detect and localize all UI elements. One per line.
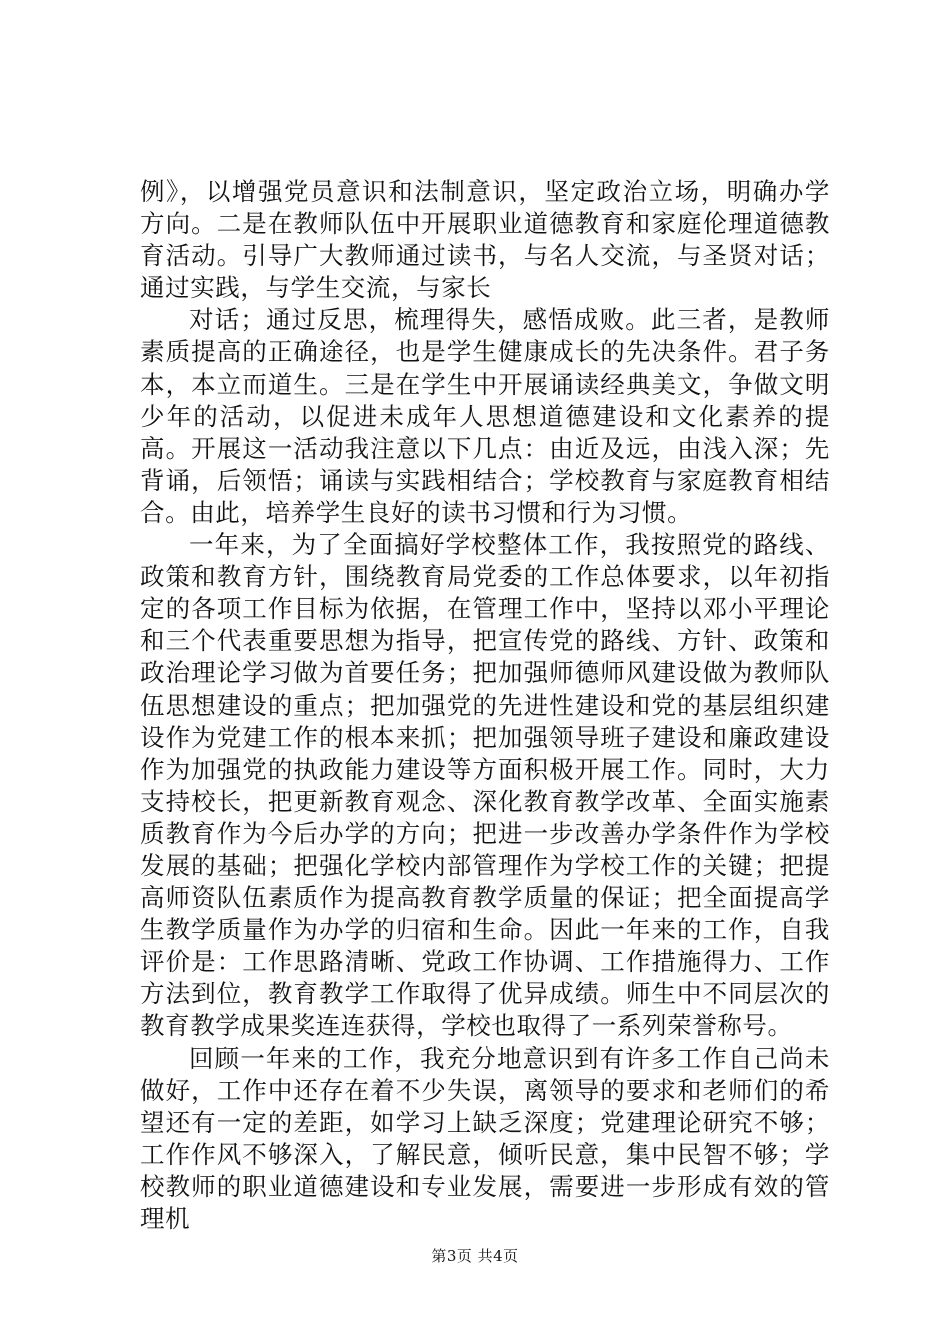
paragraph: 一年来，为了全面搞好学校整体工作，我按照党的路线、政策和教育方针，围绕教育局党委的工作总体要求，以年初指定的各项工作目标为依据，在管理工作中，坚持以邓小平理论和三个代表重要思想为指导，把宣传党的路线、方针、政策和政治理论学习做为首要任务；把加强师德师风建设做为教师队伍思想建设的重点；把加强党的先进性建设和党的基层组织建设作为党建工作的根本来抓；把加强领导班子建设和廉政建设作为加强党的执政能力建设等方面积极开展工作。同时，大力支持校长，把更新教育观念、深化教育教学改革、全面实施素质教育作为今后办学的方向；把进一步改善办学条件作为学校发展的基础；把强化学校内部管理作为学校工作的关键；把提高师资队伍素质作为提高教育教学质量的保证；把全面提高学生教学质量作为办学的归宿和生命。因此一年来的工作，自我评价是：工作思路清晰、党政工作协调、工作措施得力、工作方法到位，教育教学工作取得了优异成绩。师生中不同层次的教育教学成果奖连连获得，学校也取得了一系列荣誉称号。 — [140, 530, 830, 1041]
paragraph: 回顾一年来的工作，我充分地意识到有许多工作自己尚未做好，工作中还存在着不少失误，离领导的要求和老师们的希望还有一定的差距，如学习上缺乏深度；党建理论研究不够；工作作风不够深入，了解民意，倾听民意，集中民智不够；学校教师的职业道德建设和专业发展，需要进一步形成有效的管理机 — [140, 1043, 830, 1233]
paragraph: 对话；通过反思，梳理得失，感悟成败。此三者，是教师素质提高的正确途径，也是学生健康成长的先决条件。君子务本，本立而道生。三是在学生中开展诵读经典美文，争做文明少年的活动，以促进未成年人思想道德建设和文化素养的提高。开展这一活动我注意以下几点：由近及远，由浅入深；先背诵，后领悟；诵读与实践相结合；学校教育与家庭教育相结合。由此，培养学生良好的读书习惯和行为习惯。 — [140, 305, 830, 527]
page-number-footer: 第3页 共4页 — [431, 1247, 519, 1265]
document-body — [140, 176, 830, 1235]
paragraph-continuation: 例》，以增强党员意识和法制意识，坚定政治立场，明确办学方向。二是在教师队伍中开展职业道德教育和家庭伦理道德教育活动。引导广大教师通过读书，与名人交流，与圣贤对话；通过实践，与学生交流，与家长 — [140, 177, 830, 303]
